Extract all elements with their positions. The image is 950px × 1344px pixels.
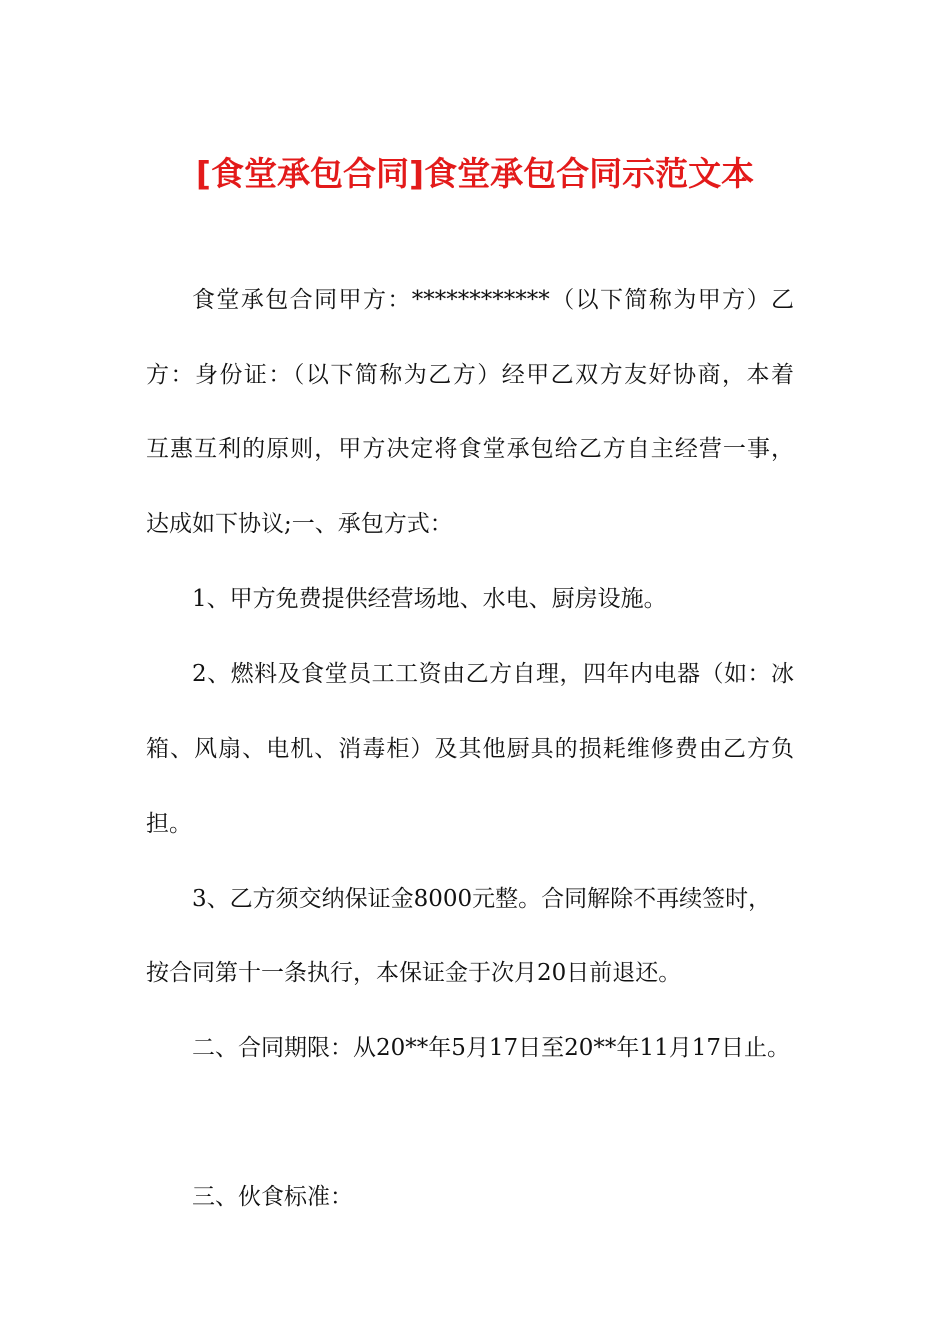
paragraph-line: 2、燃料及食堂员工工资由乙方自理，四年内电器（如：冰 <box>192 661 794 687</box>
paragraph-line: 方：身份证：（以下简称为乙方）经甲乙双方友好协商，本着 <box>146 362 794 388</box>
paragraph-line: 3、乙方须交纳保证金8000元整。合同解除不再续签时， <box>192 886 772 912</box>
section-heading: 三、伙食标准： <box>192 1184 353 1210</box>
document-title: [食堂承包合同]食堂承包合同示范文本 <box>195 154 755 193</box>
paragraph-line: 达成如下协议;一、承包方式： <box>146 511 453 537</box>
paragraph-line: 食堂承包合同甲方：************（以下简称为甲方）乙 <box>192 287 794 313</box>
paragraph-line: 互惠互利的原则，甲方决定将食堂承包给乙方自主经营一事， <box>146 436 794 462</box>
paragraph-line: 按合同第十一条执行，本保证金于次月20日前退还。 <box>146 960 682 986</box>
paragraph-line: 二、合同期限：从20**年5月17日至20**年11月17日止。 <box>192 1035 790 1061</box>
paragraph-line: 箱、风扇、电机、消毒柜）及其他厨具的损耗维修费由乙方负 <box>146 736 794 762</box>
paragraph-line: 1、甲方免费提供经营场地、水电、厨房设施。 <box>192 586 667 612</box>
paragraph-line: 担。 <box>146 811 192 837</box>
